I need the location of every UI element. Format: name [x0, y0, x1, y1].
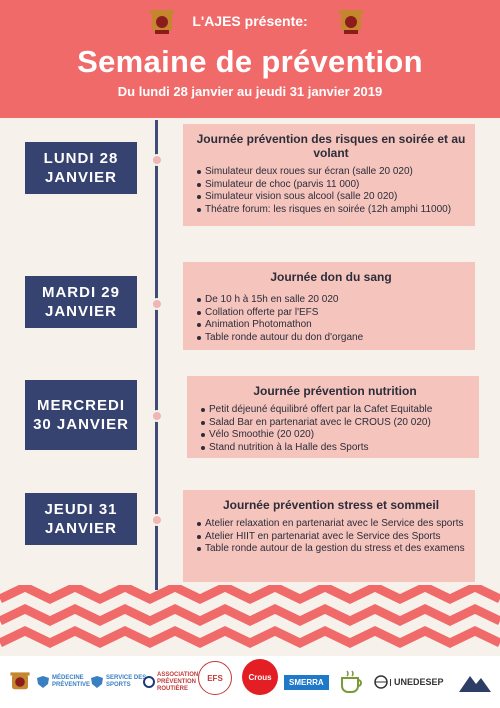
date-range-subtitle: Du lundi 28 janvier au jeudi 31 janvier 2019 [117, 84, 383, 99]
list-item: Petit déjeuné équilibré offert par la Cafet Equitable [199, 404, 471, 417]
day-label-tuesday: MARDI 29 JANVIER [25, 276, 137, 328]
crest-icon [8, 670, 32, 694]
ajes-logo [8, 668, 32, 696]
day-label-wednesday: MERCREDI 30 JANVIER [25, 380, 137, 450]
header-banner [0, 0, 500, 118]
mountain-icon [458, 670, 492, 694]
prevention-routiere-logo: ASSOCIATION PRÉVENTION ROUTIÈRE [143, 668, 203, 696]
event-title: Journée don du sang [270, 270, 392, 284]
list-item: Simulateur vision sous alcool (salle 20 020) [195, 191, 467, 204]
list-item: Table ronde autour du don d'organe [195, 332, 467, 345]
list-item: Stand nutrition à la Halle des Sports [199, 442, 471, 455]
efs-logo: EFS [198, 664, 232, 692]
event-card-thursday [183, 490, 475, 582]
list-item: Collation offerte par l'EFS [195, 307, 467, 320]
list-item: Atelier HIIT en partenariat avec le Service des Sports [195, 531, 467, 544]
list-item: Salad Bar en partenariat avec le CROUS (20 020) [199, 417, 471, 430]
list-item: Simulateur de choc (parvis 11 000) [195, 179, 467, 192]
list-item: Atelier relaxation en partenariat avec le Service des sports [195, 518, 467, 531]
event-card-wednesday [187, 376, 479, 458]
timeline-dot [151, 154, 163, 166]
event-card-tuesday [183, 262, 475, 350]
event-list [195, 166, 467, 216]
event-list [195, 294, 467, 344]
shield-icon [36, 675, 50, 689]
day-label-monday: LUNDI 28 JANVIER [25, 142, 137, 194]
timeline-dot [151, 410, 163, 422]
list-item: Table ronde autour de la gestion du stress et des examens [195, 543, 467, 556]
list-item: Simulateur deux roues sur écran (salle 20 020) [195, 166, 467, 179]
event-title: Journée prévention nutrition [253, 384, 417, 398]
medecine-preventive-logo: MÉDECINE PRÉVENTIVE [36, 668, 98, 696]
road-icon [143, 676, 155, 688]
unedesep-logo: UNEDESEP [374, 668, 444, 696]
event-list [195, 518, 467, 556]
crous-logo: Crous [242, 663, 278, 691]
page-title: Semaine de prévention [77, 44, 423, 79]
list-item: Théatre forum: les risques en soirée (12h amphi 11000) [195, 204, 467, 217]
list-item: Vélo Smoothie (20 020) [199, 429, 471, 442]
event-list [199, 404, 471, 454]
list-item: Animation Photomathon [195, 319, 467, 332]
service-des-sports-logo: SERVICE DES SPORTS [90, 668, 150, 696]
zigzag-decoration [0, 585, 500, 653]
list-item: De 10 h à 15h en salle 20 020 [195, 294, 467, 307]
timeline-dot [151, 298, 163, 310]
smerra-logo: SMERRA [284, 668, 329, 696]
partner-logos [0, 656, 500, 708]
event-title: Journée prévention des risques en soirée et au volant [196, 132, 466, 160]
crest-icon [336, 7, 366, 37]
coffee-cup-icon [336, 668, 366, 696]
timeline-dot [151, 514, 163, 526]
event-title: Journée prévention stress et sommeil [222, 498, 440, 512]
shield-icon [90, 675, 104, 689]
mountain-logo [458, 668, 492, 696]
day-label-thursday: JEUDI 31 JANVIER [25, 493, 137, 545]
cafe-logo [336, 668, 366, 696]
event-card-monday [183, 124, 475, 226]
globe-icon [374, 675, 388, 689]
presents-text: L'AJES présente: [192, 13, 308, 29]
